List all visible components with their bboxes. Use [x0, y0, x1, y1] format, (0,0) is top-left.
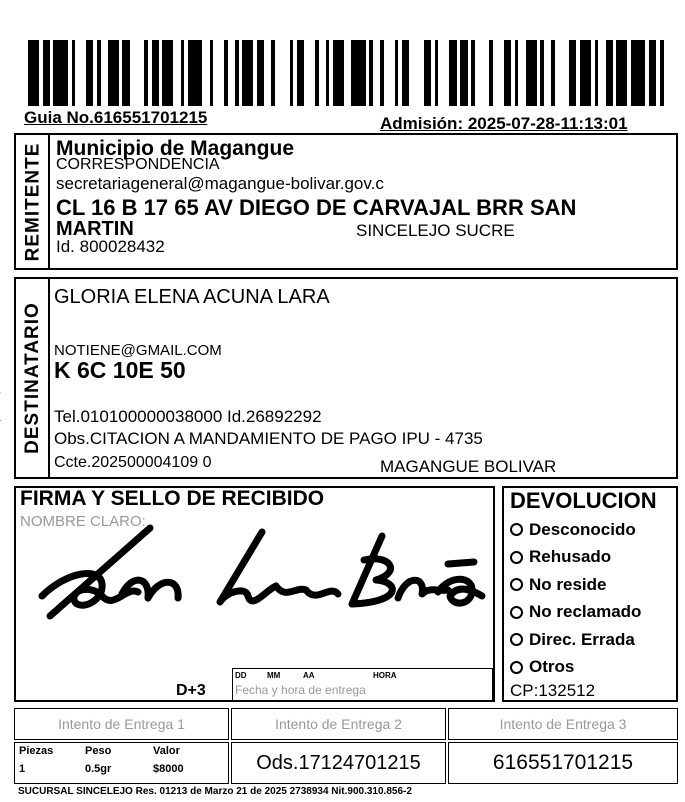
ods-box [231, 742, 446, 784]
recipient-city: MAGANGUE BOLIVAR [380, 457, 557, 476]
name-label: NOMBRE CLARO: [20, 513, 146, 530]
guide-number: Guia No.616551701215 [24, 108, 208, 127]
barcode [28, 40, 676, 106]
date-field-mm: MM [267, 671, 281, 680]
pieces-value: 1 [19, 763, 26, 775]
recipient-reference: Ccte.202500004109 0 [54, 454, 212, 471]
date-caption: Fecha y hora de entrega [235, 683, 366, 697]
radio-circle-icon [510, 633, 523, 646]
value-amount: $8000 [153, 763, 184, 775]
weight-value: 0.5gr [85, 763, 112, 775]
recipient-address: K 6C 10E 50 [54, 357, 186, 383]
delivery-attempt-1: Intento de Entrega 1 [14, 708, 229, 740]
recipient-email: NOTIENE@GMAIL.COM [54, 342, 222, 359]
shipment-details [14, 742, 229, 784]
radio-circle-icon [510, 523, 523, 536]
recipient-name: GLORIA ELENA ACUNA LARA [54, 286, 330, 308]
recipient-phone-id: Tel.010100000038000 Id.26892292 [54, 407, 322, 426]
delivery-attempt-3: Intento de Entrega 3 [448, 708, 678, 740]
recipient-observation: Obs.CITACION A MANDAMIENTO DE PAGO IPU - 4735 [54, 429, 483, 448]
sender-city: SINCELEJO SUCRE [356, 221, 515, 240]
sender-address-line2: MARTIN [56, 218, 134, 240]
delivery-date-box [232, 668, 493, 702]
date-field-dd: DD [235, 671, 247, 680]
return-option-no-reside[interactable]: No reside [510, 571, 641, 599]
footer-text: SUCURSAL SINCELEJO Res. 01213 de Marzo 21 de 2025 2738934 Nit.900.310.856-2 [18, 786, 412, 797]
pieces-header: Piezas [19, 745, 54, 757]
postal-code: CP:132512 [510, 681, 596, 700]
return-option-rehusado[interactable]: Rehusado [510, 544, 641, 572]
admission-timestamp: Admisión: 2025-07-28-11:13:01 [380, 114, 628, 133]
return-title: DEVOLUCION [510, 488, 657, 513]
recipient-side-label: DESTINATARIO [14, 277, 50, 479]
ods-number: Ods.17124701215 [256, 751, 421, 774]
return-box [502, 486, 678, 702]
return-option-no-reclamado[interactable]: No reclamado [510, 599, 641, 627]
signature-title: FIRMA Y SELLO DE RECIBIDO [20, 487, 325, 510]
radio-circle-icon [510, 578, 523, 591]
signature-scribble [30, 514, 500, 634]
radio-circle-icon [510, 661, 523, 674]
sender-address-line1: CL 16 B 17 65 AV DIEGO DE CARVAJAL BRR SAN [56, 195, 577, 220]
tracking-box [448, 742, 678, 784]
return-option-otros[interactable]: Otros [510, 654, 641, 682]
sender-email: secretariageneral@magangue-bolivar.gov.c [56, 174, 384, 193]
tracking-number: 616551701215 [492, 751, 634, 774]
delivery-time: D+3 [176, 682, 206, 699]
date-field-aa: AA [303, 671, 315, 680]
return-options [510, 516, 641, 681]
radio-circle-icon [510, 551, 523, 564]
sender-side-label: REMITENTE [14, 133, 50, 270]
sender-department: CORRESPONDENCIA [56, 156, 220, 173]
sender-name: Municipio de Magangue [56, 137, 295, 160]
return-option-desconocido[interactable]: Desconocido [510, 516, 641, 544]
recipient-box [48, 277, 678, 479]
date-field-hora: HORA [373, 671, 397, 680]
weight-header: Peso [85, 745, 112, 757]
value-header: Valor [153, 745, 180, 757]
signature-box [14, 486, 495, 702]
return-option-direc-errada[interactable]: Direc. Errada [510, 626, 641, 654]
delivery-attempt-2: Intento de Entrega 2 [231, 708, 446, 740]
radio-circle-icon [510, 606, 523, 619]
sender-id: Id. 800028432 [56, 237, 165, 256]
sender-box [48, 133, 678, 270]
